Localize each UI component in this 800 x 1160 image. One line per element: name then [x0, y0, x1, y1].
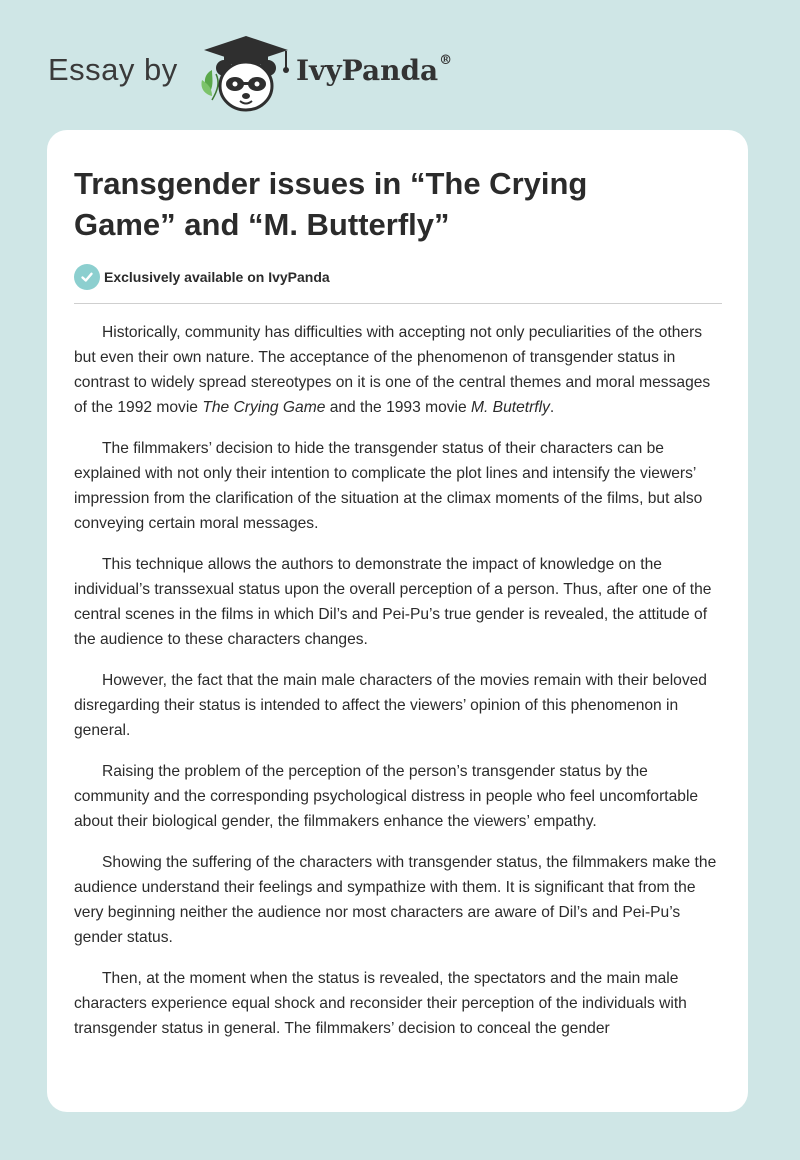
paragraph-1-text-b: and the 1993 movie [325, 399, 472, 416]
divider [74, 303, 722, 304]
panda-graduate-icon[interactable] [200, 34, 292, 114]
paragraph-7: Then, at the moment when the status is revealed, the spectators and the main male characters experience equal shock and reconsider their perception of the individuals with transgender status in general. The filmmakers’ decision to conceal the gender [74, 970, 687, 1037]
brand-name[interactable] [296, 54, 452, 87]
paragraph-6: Showing the suffering of the characters with transgender status, the filmmakers make the audience understand their feelings and sympathize with them. It is significant that from the very beginning neither the audience nor most characters are aware of Dil’s and Pei-Pu’s gender status. [74, 854, 717, 946]
exclusive-label: Exclusively available on IvyPanda [104, 269, 330, 285]
checkmark-icon [74, 264, 100, 290]
paragraph-1-text-a: Historically, community has difficulties with accepting not only peculiarities of the others but even their own nature. The acceptance of the phenomenon of transgender status in contrast to widely spread stereotypes on it is one of the central themes and moral messages of the 1992 movie [74, 324, 711, 416]
paragraph-4: However, the fact that the main male characters of the movies remain with their beloved disregarding their status is intended to affect the viewers’ opinion of this phenomenon in general. [74, 672, 707, 739]
paragraph-1-text-c: . [549, 399, 555, 416]
movie-title-crying-game: The Crying Game [202, 399, 326, 416]
paragraph-2: The filmmakers’ decision to hide the transgender status of their characters can be explained with not only their intention to complicate the plot lines and intensify the viewers’ impression from the clarification of the situation at the climax moments of the films, but also conveying certain moral messages. [74, 440, 703, 532]
paragraph-1 [74, 320, 724, 420]
site-header [0, 0, 800, 125]
leaf-icon [201, 70, 218, 100]
essay-body [74, 320, 724, 1057]
essay-card [47, 130, 748, 1112]
brand-text: IvyPanda [296, 54, 439, 87]
paragraph-5: Raising the problem of the perception of the person’s transgender status by the community and the corresponding psychological distress in people who feel uncomfortable about their biological gender, the filmmakers enhance the viewers’ empathy. [74, 763, 699, 830]
registered-mark: ® [439, 52, 453, 68]
movie-title-m-butterfly: M. Butetrfly [471, 399, 550, 416]
essay-by-label: Essay by [48, 52, 178, 87]
paragraph-3: This technique allows the authors to demonstrate the impact of knowledge on the individual’s transsexual status upon the overall perception of a person. Thus, after one of the central scenes in the films in which Dil’s and Pei-Pu’s true gender is revealed, the attitude of the audience to these characters changes. [74, 556, 712, 648]
exclusive-badge [74, 264, 330, 290]
essay-title: Transgender issues in “The Crying Game” and “M. Butterfly” [74, 166, 588, 242]
